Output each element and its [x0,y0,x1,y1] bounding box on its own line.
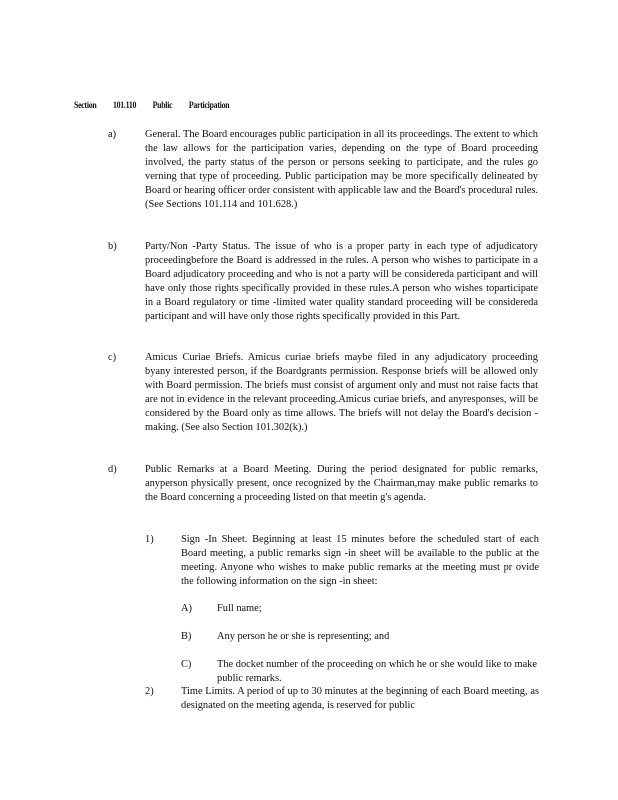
paragraph-text: Amicus Curiae Briefs. Amicus curiae briefs maybe filed in any adjudicatory proceeding byany interested person, if the Boardgrants permission. Response briefs will be allowed only with Board permission. The briefs must consist of argument only and must not raise facts that are not in evidence in the relevant proceeding.Amicus curiae briefs, and anyresponses, will be considered by the Board only as time allows. The briefs will not delay the Board's decision -making. (See also Section 101.302(k).) [145,352,538,434]
section-number: 101.110 [112,101,137,111]
paragraph-public-remarks [145,463,538,505]
subsubitem-marker-a: A) [181,603,192,614]
item-marker-a: a) [108,129,117,140]
paragraph-party-status [145,240,538,325]
paragraph-text: Public Remarks at a Board Meeting. During the period designated for public remarks, anyperson physically present, once recognized by the Chairman,may make public remarks to the Board concerning a proceeding listed on that meetin g's agenda. [145,464,538,504]
list-item-docket-number [217,658,537,686]
section-header [74,101,229,111]
subitem-marker-1: 1) [145,534,154,545]
list-item-full-name [217,602,537,616]
paragraph-text: Time Limits. A period of up to 30 minutes at the beginning of each Board meeting, as designated on the meeting agenda, is reserved for public [181,686,539,712]
paragraph-text: Party/Non -Party Status. The issue of who is a proper party in each type of adjudicatory proceedingbefore the Board is addressed in the rules. A person who wishes to participate in a Board adjudicatory proceeding and who is not a party will be considereda participant and will have only those rights specifically provided in these rules.A person who wishes toparticipate in a Board regulatory or time -limited water quality standard proceeding will be considereda participant and will have only those rights specifically provided in this Part. [145,241,538,323]
paragraph-sign-in-sheet [181,533,539,589]
paragraph-text: General. The Board encourages public participation in all its proceedings. The extent to which the law allows for the participation varies, depending on the type of Board proceeding involved, the party status of the person or persons seeking to participate, and the rules go verning that type of proceeding. Public participation may be more specifically delineated by Board or hearing officer order consistent with applicable law and the Board's procedural rules. (See Sections 101.114 and 101.628.) [145,129,538,211]
section-title-word-1: Public [152,101,173,111]
item-marker-c: c) [108,352,117,363]
item-marker-b: b) [108,241,117,252]
subitem-marker-2: 2) [145,686,154,697]
list-item-text: Full name; [217,603,262,614]
subsubitem-marker-c: C) [181,659,192,670]
section-title-word-2: Participation [188,101,230,111]
subsubitem-marker-b: B) [181,631,192,642]
section-label: Section [74,101,97,111]
list-item-text: The docket number of the proceeding on which he or she would like to make public remarks. [217,659,537,685]
paragraph-time-limits [181,685,539,713]
paragraph-general [145,128,538,213]
item-marker-d: d) [108,464,117,475]
paragraph-text: Sign -In Sheet. Beginning at least 15 minutes before the scheduled start of each Board meeting, a public remarks sign -in sheet will be available to the public at the meeting. Anyone who wishes to make public remarks at the meeting must pr ovide the following information on the sign -in sheet: [181,534,539,588]
list-item-representing [217,630,537,644]
list-item-text: Any person he or she is representing; and [217,631,390,642]
paragraph-amicus-curiae [145,351,538,436]
